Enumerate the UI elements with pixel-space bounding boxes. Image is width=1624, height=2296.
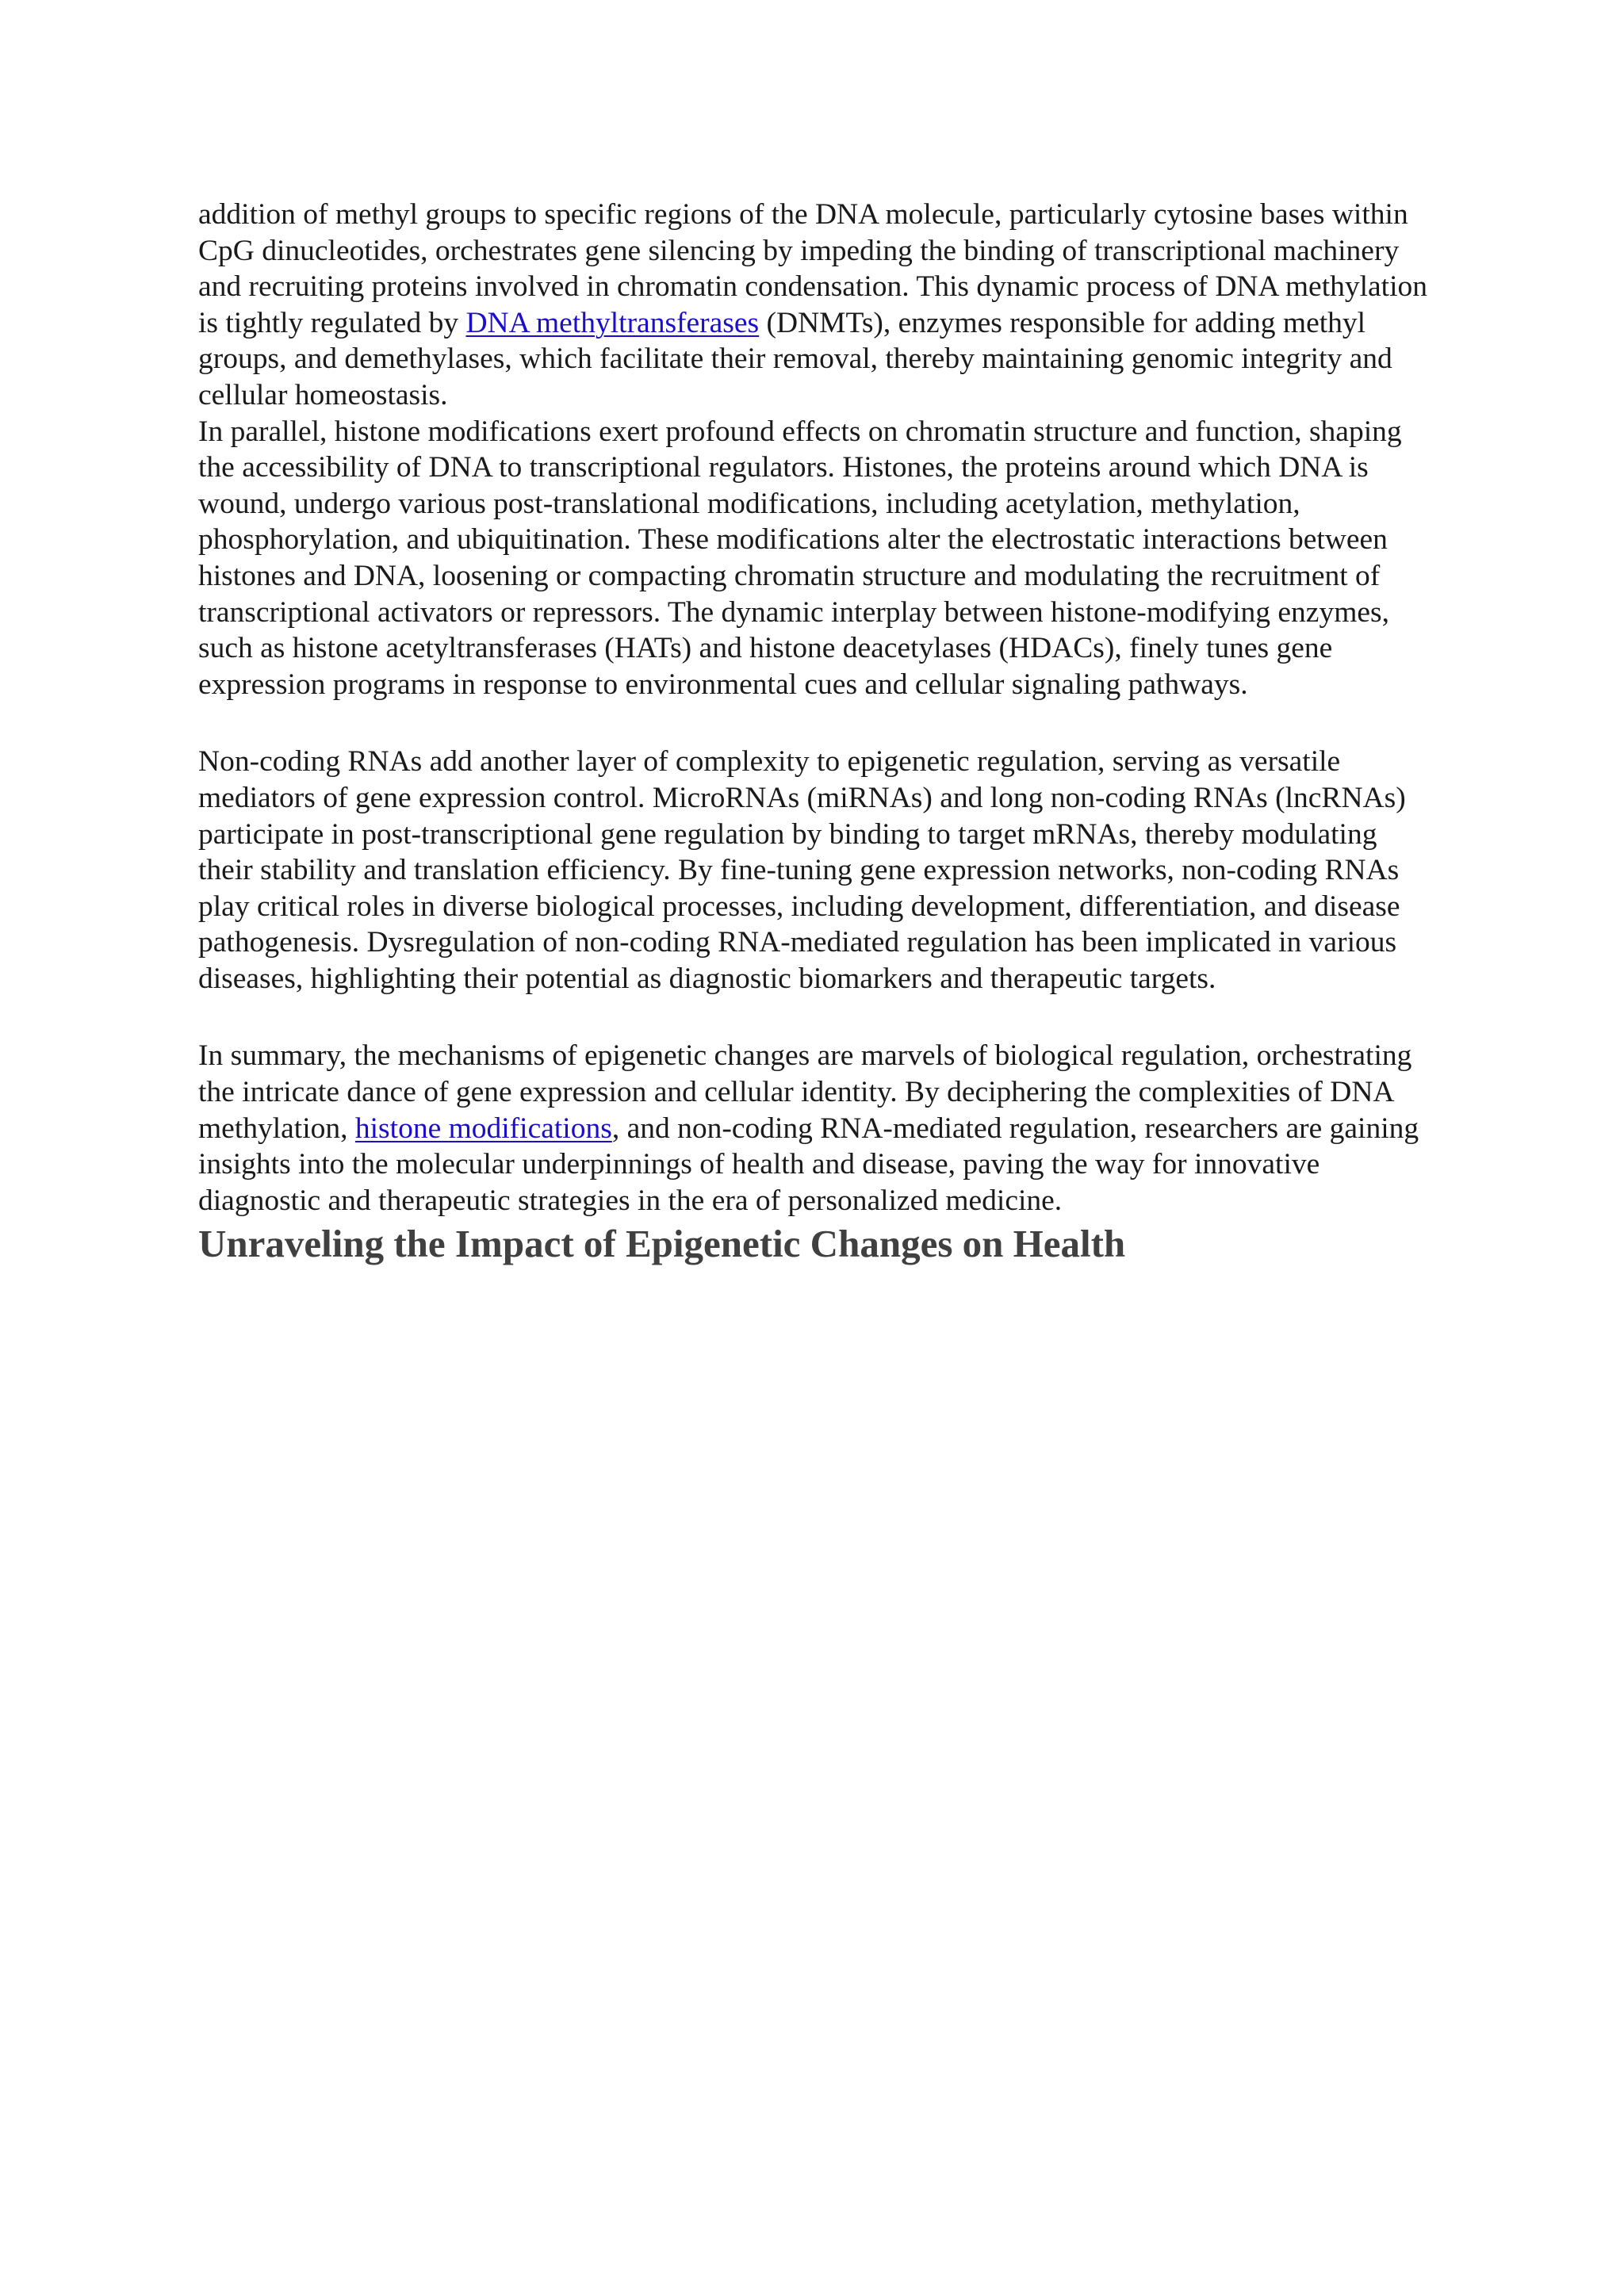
paragraph-text: , and non-coding RNA-mediated regulation, researchers are gaining insights into the molecular underpinnings of health and disease, paving the way for innovative diagnostic and therapeutic strategies in the era of personalized medicine. (198, 1112, 1419, 1217)
article-body (198, 197, 1435, 1268)
paragraph-spacer (198, 702, 1435, 744)
paragraph-text: addition of methyl groups to specific regions of the DNA molecule, particularly cytosine bases within CpG dinucleotides, orchestrates gene silencing by impeding the binding of transcriptional machinery and recruiting proteins involved in chromatin condensation. This dynamic process of DNA methylation is tightly regulated by (198, 198, 1428, 339)
paragraph-non-coding-rnas: Non-coding RNAs add another layer of complexity to epigenetic regulation, serving as versatile mediators of gene expression control. MicroRNAs (miRNAs) and long non-coding RNAs (lncRNAs) participate in post-transcriptional gene regulation by binding to target mRNAs, thereby modulating their stability and translation efficiency. By fine-tuning gene expression networks, non-coding RNAs play critical roles in diverse biological processes, including development, differentiation, and disease pathogenesis. Dysregulation of non-coding RNA-mediated regulation has been implicated in various diseases, highlighting their potential as diagnostic biomarkers and therapeutic targets. (198, 745, 1406, 995)
paragraph-summary (198, 1038, 1435, 1219)
paragraph-text: (DNMTs), enzymes responsible for adding methyl groups, and demethylases, which facilitate their removal, thereby maintaining genomic integrity and cellular homeostasis. (198, 306, 1392, 411)
histone-modifications-link[interactable]: histone modifications (354, 1112, 612, 1145)
dna-methyltransferases-link[interactable]: DNA methyltransferases (465, 306, 760, 339)
paragraph-dna-methylation (198, 197, 1435, 414)
section-heading: Unraveling the Impact of Epigenetic Changes on Health (198, 1222, 1126, 1266)
paragraph-text: In summary, the mechanisms of epigenetic changes are marvels of biological regulation, orchestrating the intricate dance of gene expression and cellular identity. By deciphering the complexities of DNA methylation, (198, 1039, 1412, 1145)
paragraph-histone-modifications: In parallel, histone modifications exert profound effects on chromatin structure and function, shaping the accessibility of DNA to transcriptional regulators. Histones, the proteins around which DNA is wound, undergo various post-translational modifications, including acetylation, methylation, phosphorylation, and ubiquitination. These modifications alter the electrostatic interactions between histones and DNA, loosening or compacting chromatin structure and modulating the recruitment of transcriptional activators or repressors. The dynamic interplay between histone-modifying enzymes, such as histone acetyltransferases (HATs) and histone deacetylases (HDACs), finely tunes gene expression programs in response to environmental cues and cellular signaling pathways. (198, 415, 1402, 701)
paragraph-spacer (198, 997, 1435, 1038)
